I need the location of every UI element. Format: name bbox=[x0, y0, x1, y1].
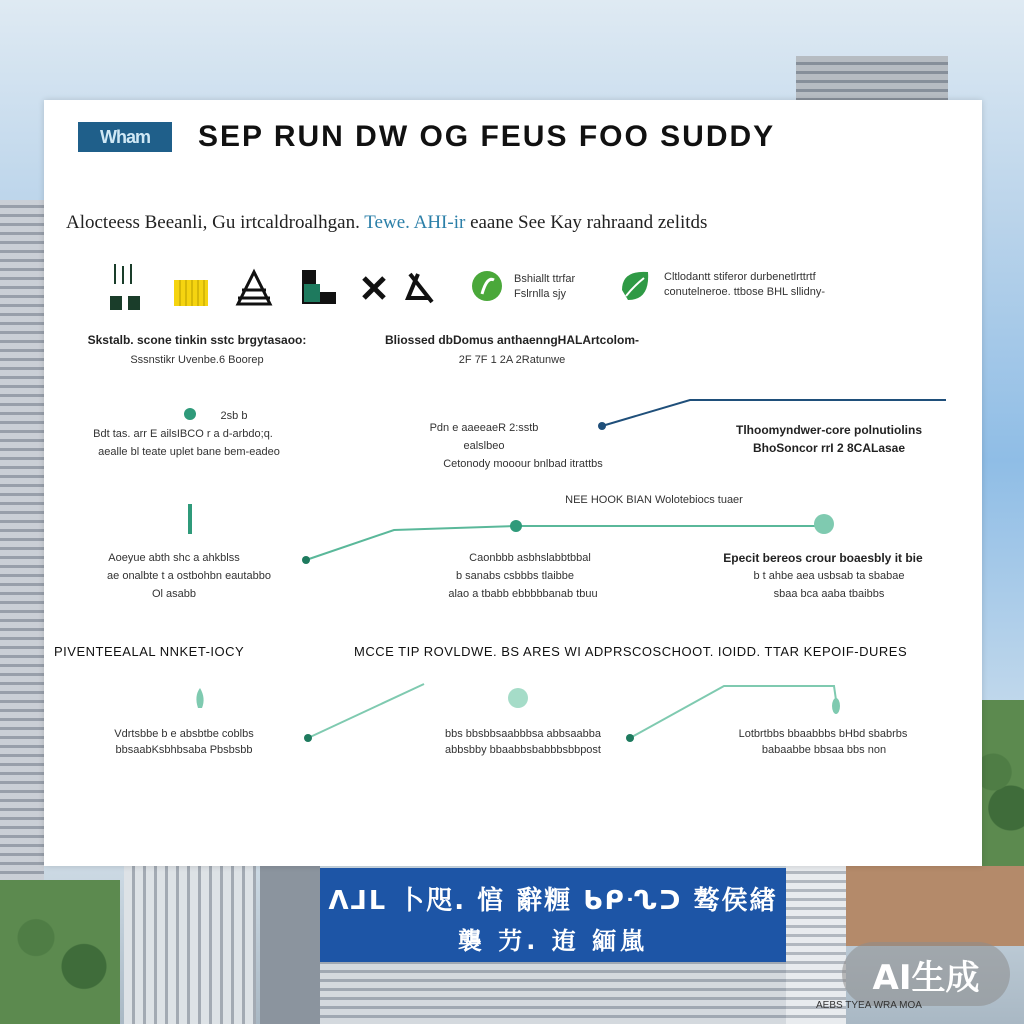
row3-left-text-2: ae onalbte t a ostbohbn eautabbo bbox=[107, 570, 271, 582]
icon-text-right-2: conutelneroe. ttbose BHL sllidny- bbox=[664, 286, 826, 298]
row1-right-text-1: Bliossed dbDomus anthaenngHALArtcolom- bbox=[384, 333, 639, 347]
blue-banner bbox=[320, 868, 786, 962]
row4-left-text-2: bbsaabKsbhbsaba Pbsbsbb bbox=[115, 744, 253, 756]
banner-line-1: ᐱᒧᒪ 卜咫. 㥫 辭糎 ᑲᑭᔗᑐ 骜侯緖 bbox=[328, 886, 778, 916]
row3-right-text-2: b t ahbe aea usbsab ta sbabae bbox=[753, 570, 905, 582]
icon-text-mid-2: Fslrnlla sjy bbox=[514, 288, 566, 300]
row1-left-text-1: Skstalb. scone tinkin sstc brgytasaoo: bbox=[87, 333, 307, 347]
bottom-tower-3 bbox=[320, 962, 786, 1024]
row3-right-text-3: sbaa bca aaba tbaibbs bbox=[773, 588, 885, 600]
row3-mid-text-1: Caonbbb asbhslabbtbbal bbox=[469, 552, 591, 564]
row4-head-right: MCCE TIP ROVLDWE. BS ARES WI ADPRSCOSCHOOT. IOIDD. TTAR KEPOIF-DURES bbox=[354, 644, 908, 659]
row2-left-text-2: aealle bl teate uplet bane bem-eadeo bbox=[98, 446, 280, 458]
subtitle-part-c: eaane See Kay rahraand zelitds bbox=[465, 212, 708, 233]
row4-right-text-1: Lotbrtbbs bbaabbbs bHbd sbabrbs bbox=[738, 728, 908, 740]
row2-mid-text-3: Cetonody mooour bnlbad itrattbs bbox=[443, 458, 603, 470]
row1-left-text-2: Sssnstikr Uvenbe.6 Boorep bbox=[130, 354, 264, 366]
poster-card bbox=[44, 100, 982, 866]
poster-logo: Wham bbox=[78, 122, 172, 152]
icon-text-mid-1: Bshiallt ttrfar bbox=[514, 273, 576, 285]
row2-mid-text-1: Pdn e aaeeaeR 2:sstb bbox=[429, 422, 539, 434]
row3-head: NEE HOOK BIAN Wolotebiocs tuaer bbox=[565, 494, 743, 506]
tree-cluster-right bbox=[980, 700, 1024, 880]
bottom-tower-2 bbox=[260, 866, 320, 1024]
row4-mid-text-2: abbsbby bbaabbsbabbbsbbpost bbox=[445, 744, 601, 756]
row2-left-text-1: Bdt tas. arr E ailsIBCO r a d-arbdo;q. bbox=[93, 428, 273, 440]
right-houses bbox=[846, 866, 1024, 946]
row3-mid-text-2: b sanabs csbbbs tlaibbe bbox=[455, 570, 575, 582]
icon-text-right-1: Cltlodantt stiferor durbenetlrttrtf bbox=[664, 271, 816, 283]
row2-right-text-2: BhoSoncor rrI 2 8CALasae bbox=[752, 441, 906, 455]
row1-right-text-2: 2F 7F 1 2A 2Ratunwe bbox=[458, 354, 566, 366]
tree-cluster-left bbox=[0, 880, 120, 1024]
row3-mid-text-3: alao a tbabb ebbbbbanab tbuu bbox=[448, 588, 598, 600]
row3-left-text-1: Aoeyue abth shc a ahkblss bbox=[108, 552, 240, 564]
poster-title: SEP RUN DW OG FEUS FOO SUDDY bbox=[198, 120, 776, 153]
footer-note: AEBS TYEA WRA MOA bbox=[816, 1000, 922, 1011]
ai-watermark-badge: AI生成 bbox=[842, 942, 1010, 1006]
row3-right-text-1: Epecit bereos crour boaesbly it bie bbox=[723, 551, 923, 565]
row4-right-text-2: babaabbe bbsaa bbs non bbox=[761, 744, 887, 756]
subtitle-part-b: Tewe. AHI-ir bbox=[364, 212, 466, 233]
bottom-tower-1 bbox=[124, 866, 256, 1024]
row2-mid-text-2: ealslbeo bbox=[463, 440, 505, 452]
subtitle-part-a: Alocteess Beeanli, Gu irtcaldroalhgan. bbox=[66, 212, 365, 233]
row2-left-head: 2sb b bbox=[220, 410, 248, 422]
row4-head-left: PIVENTEEALAL NNKET-IOCY bbox=[54, 644, 245, 659]
row4-left-text-1: Vdrtsbbe b e absbtbe coblbs bbox=[114, 728, 254, 740]
row3-left-text-3: Ol asabb bbox=[151, 588, 197, 600]
row2-right-text-1: Tlhoomyndwer-core polnutiolins bbox=[736, 423, 922, 437]
banner-line-2: 襲 芀. 迶 緬嵐 bbox=[457, 927, 649, 955]
row4-mid-text-1: bbs bbsbbsaabbbsa abbsaabba bbox=[445, 728, 601, 740]
